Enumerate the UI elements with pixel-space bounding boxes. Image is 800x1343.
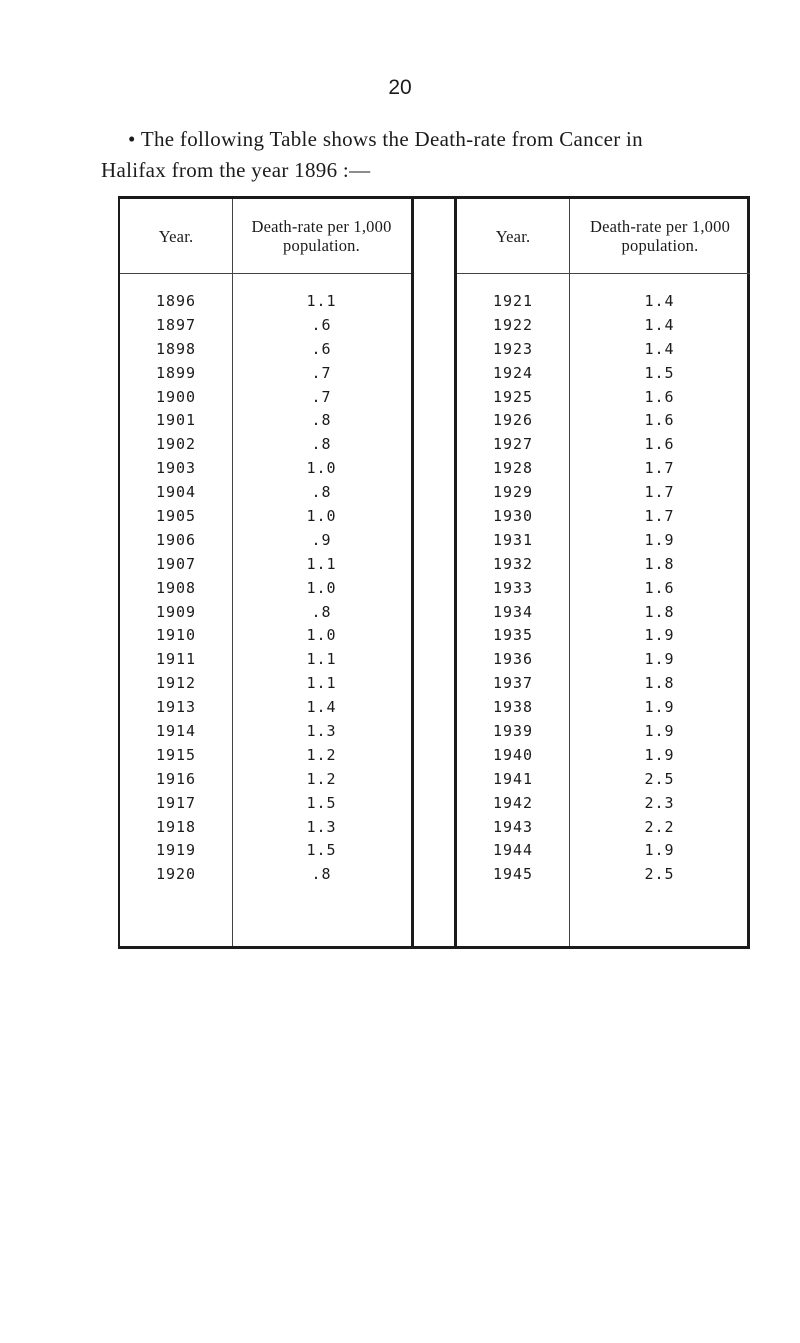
year-left-cell: 1897 <box>155 315 197 334</box>
year-right-cell: 1938 <box>492 698 534 717</box>
table-row <box>120 338 747 362</box>
rate-left-cell: 1.3 <box>306 817 337 836</box>
rate-left-cell: .6 <box>311 339 332 358</box>
table-row <box>120 386 747 410</box>
year-left-cell: 1903 <box>155 459 197 478</box>
year-right-cell: 1923 <box>492 339 534 358</box>
year-left-cell: 1914 <box>155 722 197 741</box>
table-row <box>120 816 747 840</box>
table-row <box>120 601 747 625</box>
rate-right-cell: 1.5 <box>644 363 675 382</box>
rate-left-cell: .8 <box>311 865 332 884</box>
rate-left-cell: .7 <box>311 363 332 382</box>
year-left-cell: 1917 <box>155 793 197 812</box>
year-right-cell: 1922 <box>492 315 534 334</box>
year-left-cell: 1902 <box>155 435 197 454</box>
year-right-cell: 1945 <box>492 865 534 884</box>
year-right-cell: 1932 <box>492 554 534 573</box>
table-row <box>120 768 747 792</box>
rate-left-cell: 1.1 <box>306 650 337 669</box>
rate-right-cell: 1.6 <box>644 435 675 454</box>
intro-paragraph <box>101 124 768 186</box>
year-left-cell: 1919 <box>155 841 197 860</box>
rate-right-cell: 1.6 <box>644 411 675 430</box>
rate-right-cell: 1.4 <box>644 339 675 358</box>
intro-line-2: Halifax from the year 1896 :— <box>101 158 371 182</box>
rate-right-cell: 1.8 <box>644 674 675 693</box>
rate-right-cell: 2.3 <box>644 793 675 812</box>
table-row <box>120 505 747 529</box>
rate-right-cell: 1.7 <box>644 483 675 502</box>
rate-right-cell: 1.7 <box>644 459 675 478</box>
header-rate-right: Death-rate per 1,000 population. <box>589 217 731 255</box>
rate-left-cell: 1.0 <box>306 626 337 645</box>
year-left-cell: 1912 <box>155 674 197 693</box>
year-right-cell: 1931 <box>492 530 534 549</box>
year-right-cell: 1935 <box>492 626 534 645</box>
rate-right-cell: 1.4 <box>644 292 675 310</box>
rate-right-cell: 1.9 <box>644 650 675 669</box>
rate-left-cell: 1.1 <box>306 554 337 573</box>
rate-right-cell: 1.4 <box>644 315 675 334</box>
table-row <box>120 481 747 505</box>
year-left-cell: 1918 <box>155 817 197 836</box>
rate-right-cell: 1.9 <box>644 698 675 717</box>
year-right-cell: 1940 <box>492 745 534 764</box>
year-left-cell: 1896 <box>155 292 197 310</box>
year-left-cell: 1906 <box>155 530 197 549</box>
table-row <box>120 624 747 648</box>
rate-left-cell: .8 <box>311 483 332 502</box>
rate-left-cell: 1.5 <box>306 793 337 812</box>
table-row <box>120 409 747 433</box>
year-right-cell: 1943 <box>492 817 534 836</box>
year-right-cell: 1939 <box>492 722 534 741</box>
rate-left-cell: 1.3 <box>306 722 337 741</box>
rate-left-cell: 1.0 <box>306 507 337 526</box>
rate-right-cell: 1.9 <box>644 722 675 741</box>
rate-left-cell: 1.1 <box>306 292 337 310</box>
year-right-cell: 1921 <box>492 292 534 310</box>
year-right-cell: 1924 <box>492 363 534 382</box>
death-rate-table <box>118 196 750 949</box>
rate-left-cell: .8 <box>311 602 332 621</box>
year-right-cell: 1929 <box>492 483 534 502</box>
rate-left-cell: 1.4 <box>306 698 337 717</box>
intro-line-1: • The following Table shows the Death-rate from Cancer in <box>128 127 643 151</box>
year-left-cell: 1900 <box>155 387 197 406</box>
rate-right-cell: 2.5 <box>644 865 675 884</box>
rate-left-cell: 1.0 <box>306 578 337 597</box>
year-right-cell: 1934 <box>492 602 534 621</box>
table-row <box>120 720 747 744</box>
table-row <box>120 577 747 601</box>
rate-left-cell: 1.2 <box>306 745 337 764</box>
rate-right-cell: 1.9 <box>644 530 675 549</box>
table-row <box>120 457 747 481</box>
table-row <box>120 362 747 386</box>
year-left-cell: 1920 <box>155 865 197 884</box>
rate-left-cell: 1.5 <box>306 841 337 860</box>
rate-left-cell: .7 <box>311 387 332 406</box>
table-body <box>120 290 747 887</box>
header-year-right: Year. <box>495 226 531 246</box>
year-left-cell: 1905 <box>155 507 197 526</box>
year-left-cell: 1916 <box>155 769 197 788</box>
table-row <box>120 744 747 768</box>
rate-right-cell: 1.6 <box>644 387 675 406</box>
rate-left-cell: .8 <box>311 411 332 430</box>
rate-right-cell: 1.9 <box>644 745 675 764</box>
rate-right-cell: 1.9 <box>644 626 675 645</box>
header-rule <box>120 273 232 274</box>
year-right-cell: 1944 <box>492 841 534 860</box>
year-right-cell: 1942 <box>492 793 534 812</box>
header-rule <box>457 273 569 274</box>
rate-left-cell: 1.0 <box>306 459 337 478</box>
rate-right-cell: 1.7 <box>644 507 675 526</box>
header-rule <box>569 273 750 274</box>
rate-left-cell: 1.1 <box>306 674 337 693</box>
table-row <box>120 290 747 314</box>
year-left-cell: 1901 <box>155 411 197 430</box>
rate-right-cell: 2.2 <box>644 817 675 836</box>
year-right-cell: 1933 <box>492 578 534 597</box>
year-left-cell: 1908 <box>155 578 197 597</box>
year-right-cell: 1941 <box>492 769 534 788</box>
rate-right-cell: 1.8 <box>644 554 675 573</box>
header-rule <box>232 273 411 274</box>
table-row <box>120 648 747 672</box>
rate-left-cell: .6 <box>311 315 332 334</box>
year-left-cell: 1907 <box>155 554 197 573</box>
table-row <box>120 839 747 863</box>
rate-left-cell: 1.2 <box>306 769 337 788</box>
year-right-cell: 1926 <box>492 411 534 430</box>
page-number: 20 <box>388 76 412 99</box>
year-right-cell: 1927 <box>492 435 534 454</box>
year-left-cell: 1904 <box>155 483 197 502</box>
year-left-cell: 1911 <box>155 650 197 669</box>
year-right-cell: 1937 <box>492 674 534 693</box>
rate-left-cell: .8 <box>311 435 332 454</box>
rate-right-cell: 1.6 <box>644 578 675 597</box>
table-row <box>120 314 747 338</box>
table-row <box>120 529 747 553</box>
table-row <box>120 553 747 577</box>
year-left-cell: 1899 <box>155 363 197 382</box>
year-left-cell: 1909 <box>155 602 197 621</box>
year-right-cell: 1936 <box>492 650 534 669</box>
year-right-cell: 1930 <box>492 507 534 526</box>
rate-right-cell: 1.8 <box>644 602 675 621</box>
rate-right-cell: 1.9 <box>644 841 675 860</box>
year-right-cell: 1925 <box>492 387 534 406</box>
table-row <box>120 863 747 887</box>
table-row <box>120 792 747 816</box>
table-row <box>120 696 747 720</box>
year-left-cell: 1915 <box>155 745 197 764</box>
rate-right-cell: 2.5 <box>644 769 675 788</box>
year-left-cell: 1910 <box>155 626 197 645</box>
year-right-cell: 1928 <box>492 459 534 478</box>
table-row <box>120 433 747 457</box>
year-left-cell: 1898 <box>155 339 197 358</box>
table-row <box>120 672 747 696</box>
header-year-left: Year. <box>158 226 194 246</box>
rate-left-cell: .9 <box>311 530 332 549</box>
header-rate-left: Death-rate per 1,000 population. <box>251 217 392 255</box>
year-left-cell: 1913 <box>155 698 197 717</box>
